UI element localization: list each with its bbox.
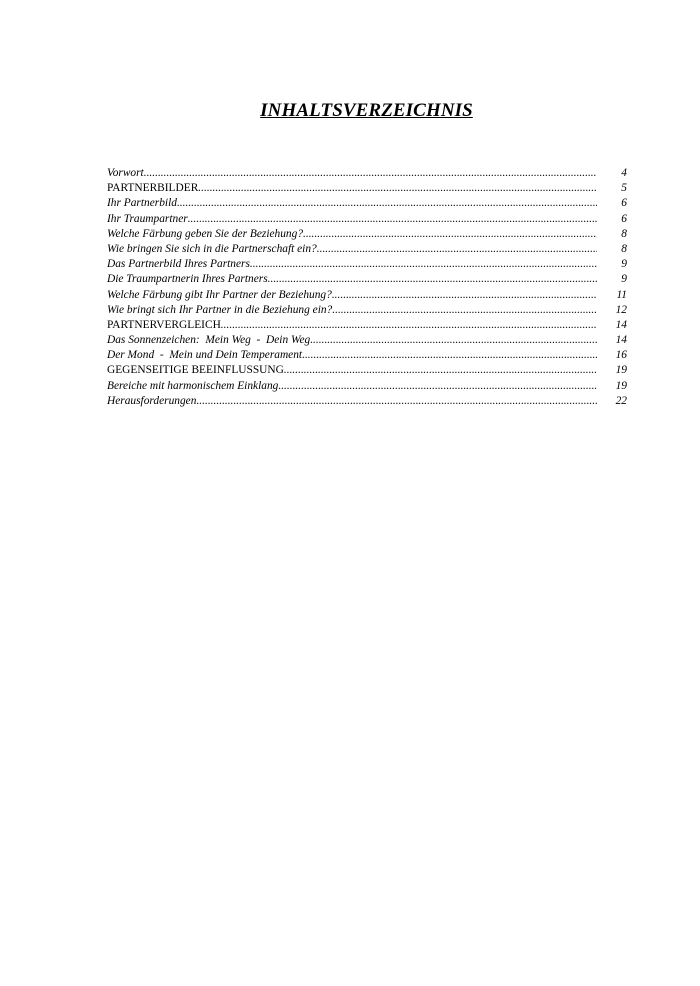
toc-entry[interactable] <box>107 181 627 196</box>
dot-leader <box>250 257 597 272</box>
toc-entry-label: Die Traumpartnerin Ihres Partners <box>107 273 268 286</box>
toc-entry-label: GEGENSEITIGE BEEINFLUSSUNG <box>107 364 284 377</box>
toc-entry-page: 8 <box>621 242 627 255</box>
toc-entry[interactable] <box>107 227 627 242</box>
toc-entry-page: 4 <box>621 167 627 179</box>
toc-entry[interactable] <box>107 242 627 257</box>
toc-entry[interactable] <box>107 196 627 211</box>
toc-entry[interactable] <box>107 257 627 272</box>
toc-entry-label: PARTNERVERGLEICH <box>107 318 221 331</box>
toc-entry[interactable] <box>107 379 627 394</box>
dot-leader <box>198 181 597 196</box>
toc-entry-page: 19 <box>615 379 627 392</box>
toc-entry-label: Welche Färbung geben Sie der Beziehung? <box>107 227 304 240</box>
toc-entry-page: 22 <box>615 394 627 407</box>
dot-leader <box>144 166 597 181</box>
toc-entry-page: 8 <box>621 227 627 240</box>
toc-entry[interactable] <box>107 288 627 303</box>
toc-entry-page: 6 <box>621 212 627 225</box>
toc-entry-page: 5 <box>621 182 627 195</box>
dot-leader <box>284 363 597 378</box>
toc-entry-label: Ihr Partnerbild <box>107 197 177 210</box>
dot-leader <box>317 242 597 257</box>
toc-entry-label: Ihr Traumpartner <box>107 212 188 225</box>
toc-entry[interactable] <box>107 212 627 227</box>
toc-entry[interactable] <box>107 318 627 333</box>
toc-entry-label: Wie bringt sich Ihr Partner in die Beziehung ein? <box>107 303 333 316</box>
toc-entry-page: 14 <box>615 318 627 331</box>
toc-entry-label: PARTNERBILDER <box>107 182 199 195</box>
toc-entry[interactable] <box>107 348 627 363</box>
toc-entry-label: Der Mond - Mein und Dein Temperament <box>107 349 303 362</box>
toc-entry-page: 14 <box>615 334 627 347</box>
table-of-contents <box>107 166 627 409</box>
toc-entry-label: Bereiche mit harmonischem Einklang <box>107 379 279 392</box>
toc-entry[interactable] <box>107 363 627 378</box>
dot-leader <box>268 272 597 287</box>
toc-entry-page: 9 <box>621 273 627 286</box>
toc-entry[interactable] <box>107 272 627 287</box>
toc-entry-page: 16 <box>615 349 627 362</box>
toc-entry-label: Welche Färbung gibt Ihr Partner der Beziehung? <box>107 288 332 301</box>
toc-entry-page: 11 <box>616 288 627 301</box>
toc-entry-label: Herausforderungen <box>107 394 197 407</box>
toc-entry-page: 9 <box>621 258 627 271</box>
dot-leader <box>221 318 597 333</box>
toc-entry[interactable] <box>107 166 627 181</box>
dot-leader <box>310 333 597 348</box>
page-title: INHALTSVERZEICHNIS <box>260 100 473 121</box>
dot-leader <box>332 288 597 303</box>
dot-leader <box>278 379 597 394</box>
dot-leader <box>188 212 597 227</box>
dot-leader <box>303 227 597 242</box>
toc-entry-label: Das Sonnenzeichen: Mein Weg - Dein Weg <box>107 334 311 347</box>
toc-entry[interactable] <box>107 303 627 318</box>
toc-entry-label: Das Partnerbild Ihres Partners <box>107 258 250 271</box>
toc-entry-page: 19 <box>615 364 627 377</box>
dot-leader <box>332 303 597 318</box>
toc-entry[interactable] <box>107 394 627 409</box>
dot-leader <box>196 394 597 409</box>
toc-entry[interactable] <box>107 333 627 348</box>
dot-leader <box>177 196 597 211</box>
dot-leader <box>302 348 597 363</box>
toc-entry-page: 6 <box>621 197 627 210</box>
toc-entry-page: 12 <box>615 303 627 316</box>
toc-entry-label: Vorwort <box>107 167 144 179</box>
toc-entry-label: Wie bringen Sie sich in die Partnerschaft ein? <box>107 242 317 255</box>
